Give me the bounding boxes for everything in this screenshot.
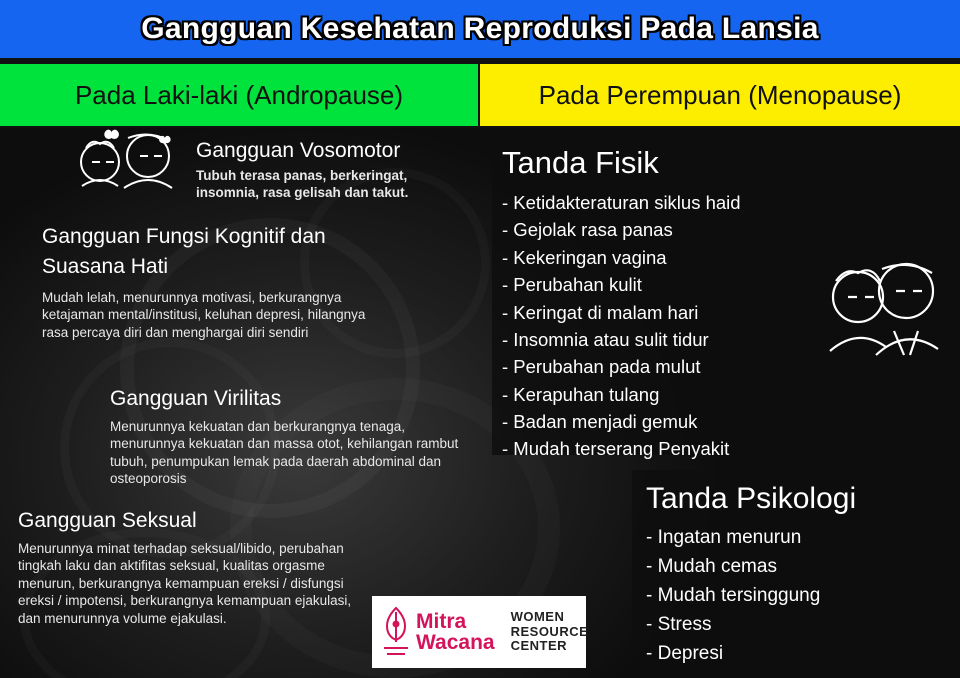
list-item: - Ingatan menurun (646, 527, 802, 548)
logo-sub-2: RESOURCE (510, 623, 589, 639)
elderly-couple-photo-illustration-icon (820, 255, 945, 380)
list-item: - Keringat di malam hari (502, 301, 699, 323)
panel-heading: Tanda Psikologi (646, 482, 857, 515)
logo-mark-icon (378, 604, 414, 660)
logo-line-2: Wacana (416, 631, 495, 654)
female-column-header (480, 64, 960, 126)
list-item: - Gejolak rasa panas (502, 219, 673, 241)
list-item: - Stress (646, 613, 712, 635)
block-heading: Gangguan Vosomotor (196, 139, 401, 162)
male-column-header (0, 64, 478, 126)
list-item: - Depresi (646, 642, 724, 664)
list-item: - Mudah terserang Penyakit (502, 438, 730, 460)
list-item: - Mudah tersinggung (646, 584, 821, 606)
block-heading: Gangguan Virilitas (110, 387, 282, 410)
block-body: Tubuh terasa panas, berkeringat, insomnia, rasa gelisah dan takut. (196, 167, 409, 201)
block-body: Mudah lelah, menurunnya motivasi, berkurangnya ketajaman mental/institusi, keluhan depresi, hilangnya rasa percaya diri dan menghargai diri sendiri (42, 289, 366, 340)
panel-heading: Tanda Fisik (502, 145, 659, 180)
organization-logo (372, 596, 589, 668)
female-column-header-label: Pada Perempuan (Menopause) (538, 79, 902, 110)
block-body: Menurunnya kekuatan dan berkurangnya tenaga, menurunnya kekuatan dan massa otot, kehilangan rambut tubuh, penumpukan lemak pada daerah abdominal dan osteoporosis (110, 418, 459, 487)
poster-title-bar (0, 0, 960, 58)
list-item: - Perubahan pada mulut (502, 356, 701, 378)
list-item: - Insomnia atau sulit tidur (502, 328, 709, 350)
panel-tanda-fisik (492, 133, 826, 460)
logo-sub-3: CENTER (510, 638, 568, 654)
block-body: Menurunnya minat terhadap seksual/libido, perubahan tingkah laku dan aktifitas seksual, kualitas orgasme menurun, berkurangnya kemampuan ereksi / disfungsi ereksi / impotensi, berkurangnya kemampuan ejakulasi, dan menurunnya volume ejakulasi. (18, 540, 352, 626)
block-heading: Gangguan Seksual (18, 509, 197, 532)
list-item: - Mudah cemas (646, 555, 777, 577)
list-item: - Kekeringan vagina (502, 246, 667, 268)
tanda-fisik-list (502, 189, 826, 463)
block-heading: Gangguan Fungsi Kognitif dan Suasana Hati (42, 225, 326, 279)
block-gangguan-fungsi-kognitif (42, 222, 372, 342)
block-gangguan-seksual (18, 508, 368, 627)
tanda-psikologi-list (646, 524, 947, 668)
block-gangguan-virilitas (110, 386, 470, 488)
list-item: - Kerapuhan tulang (502, 383, 660, 405)
logo-line-1: Mitra (416, 610, 467, 633)
logo-wordmark (416, 611, 495, 653)
male-column-header-label: Pada Laki-laki (Andropause) (74, 79, 404, 110)
list-item: - Perubahan kulit (502, 274, 642, 296)
list-item: - Badan menjadi gemuk (502, 411, 698, 432)
page-title: Gangguan Kesehatan Reproduksi Pada Lansia (141, 12, 819, 45)
list-item: - Ketidakteraturan siklus haid (502, 192, 741, 213)
logo-subtitle (511, 610, 589, 654)
block-gangguan-vosomotor (196, 138, 471, 202)
panel-tanda-psikologi (632, 470, 947, 670)
logo-sub-1: WOMEN (510, 609, 565, 625)
